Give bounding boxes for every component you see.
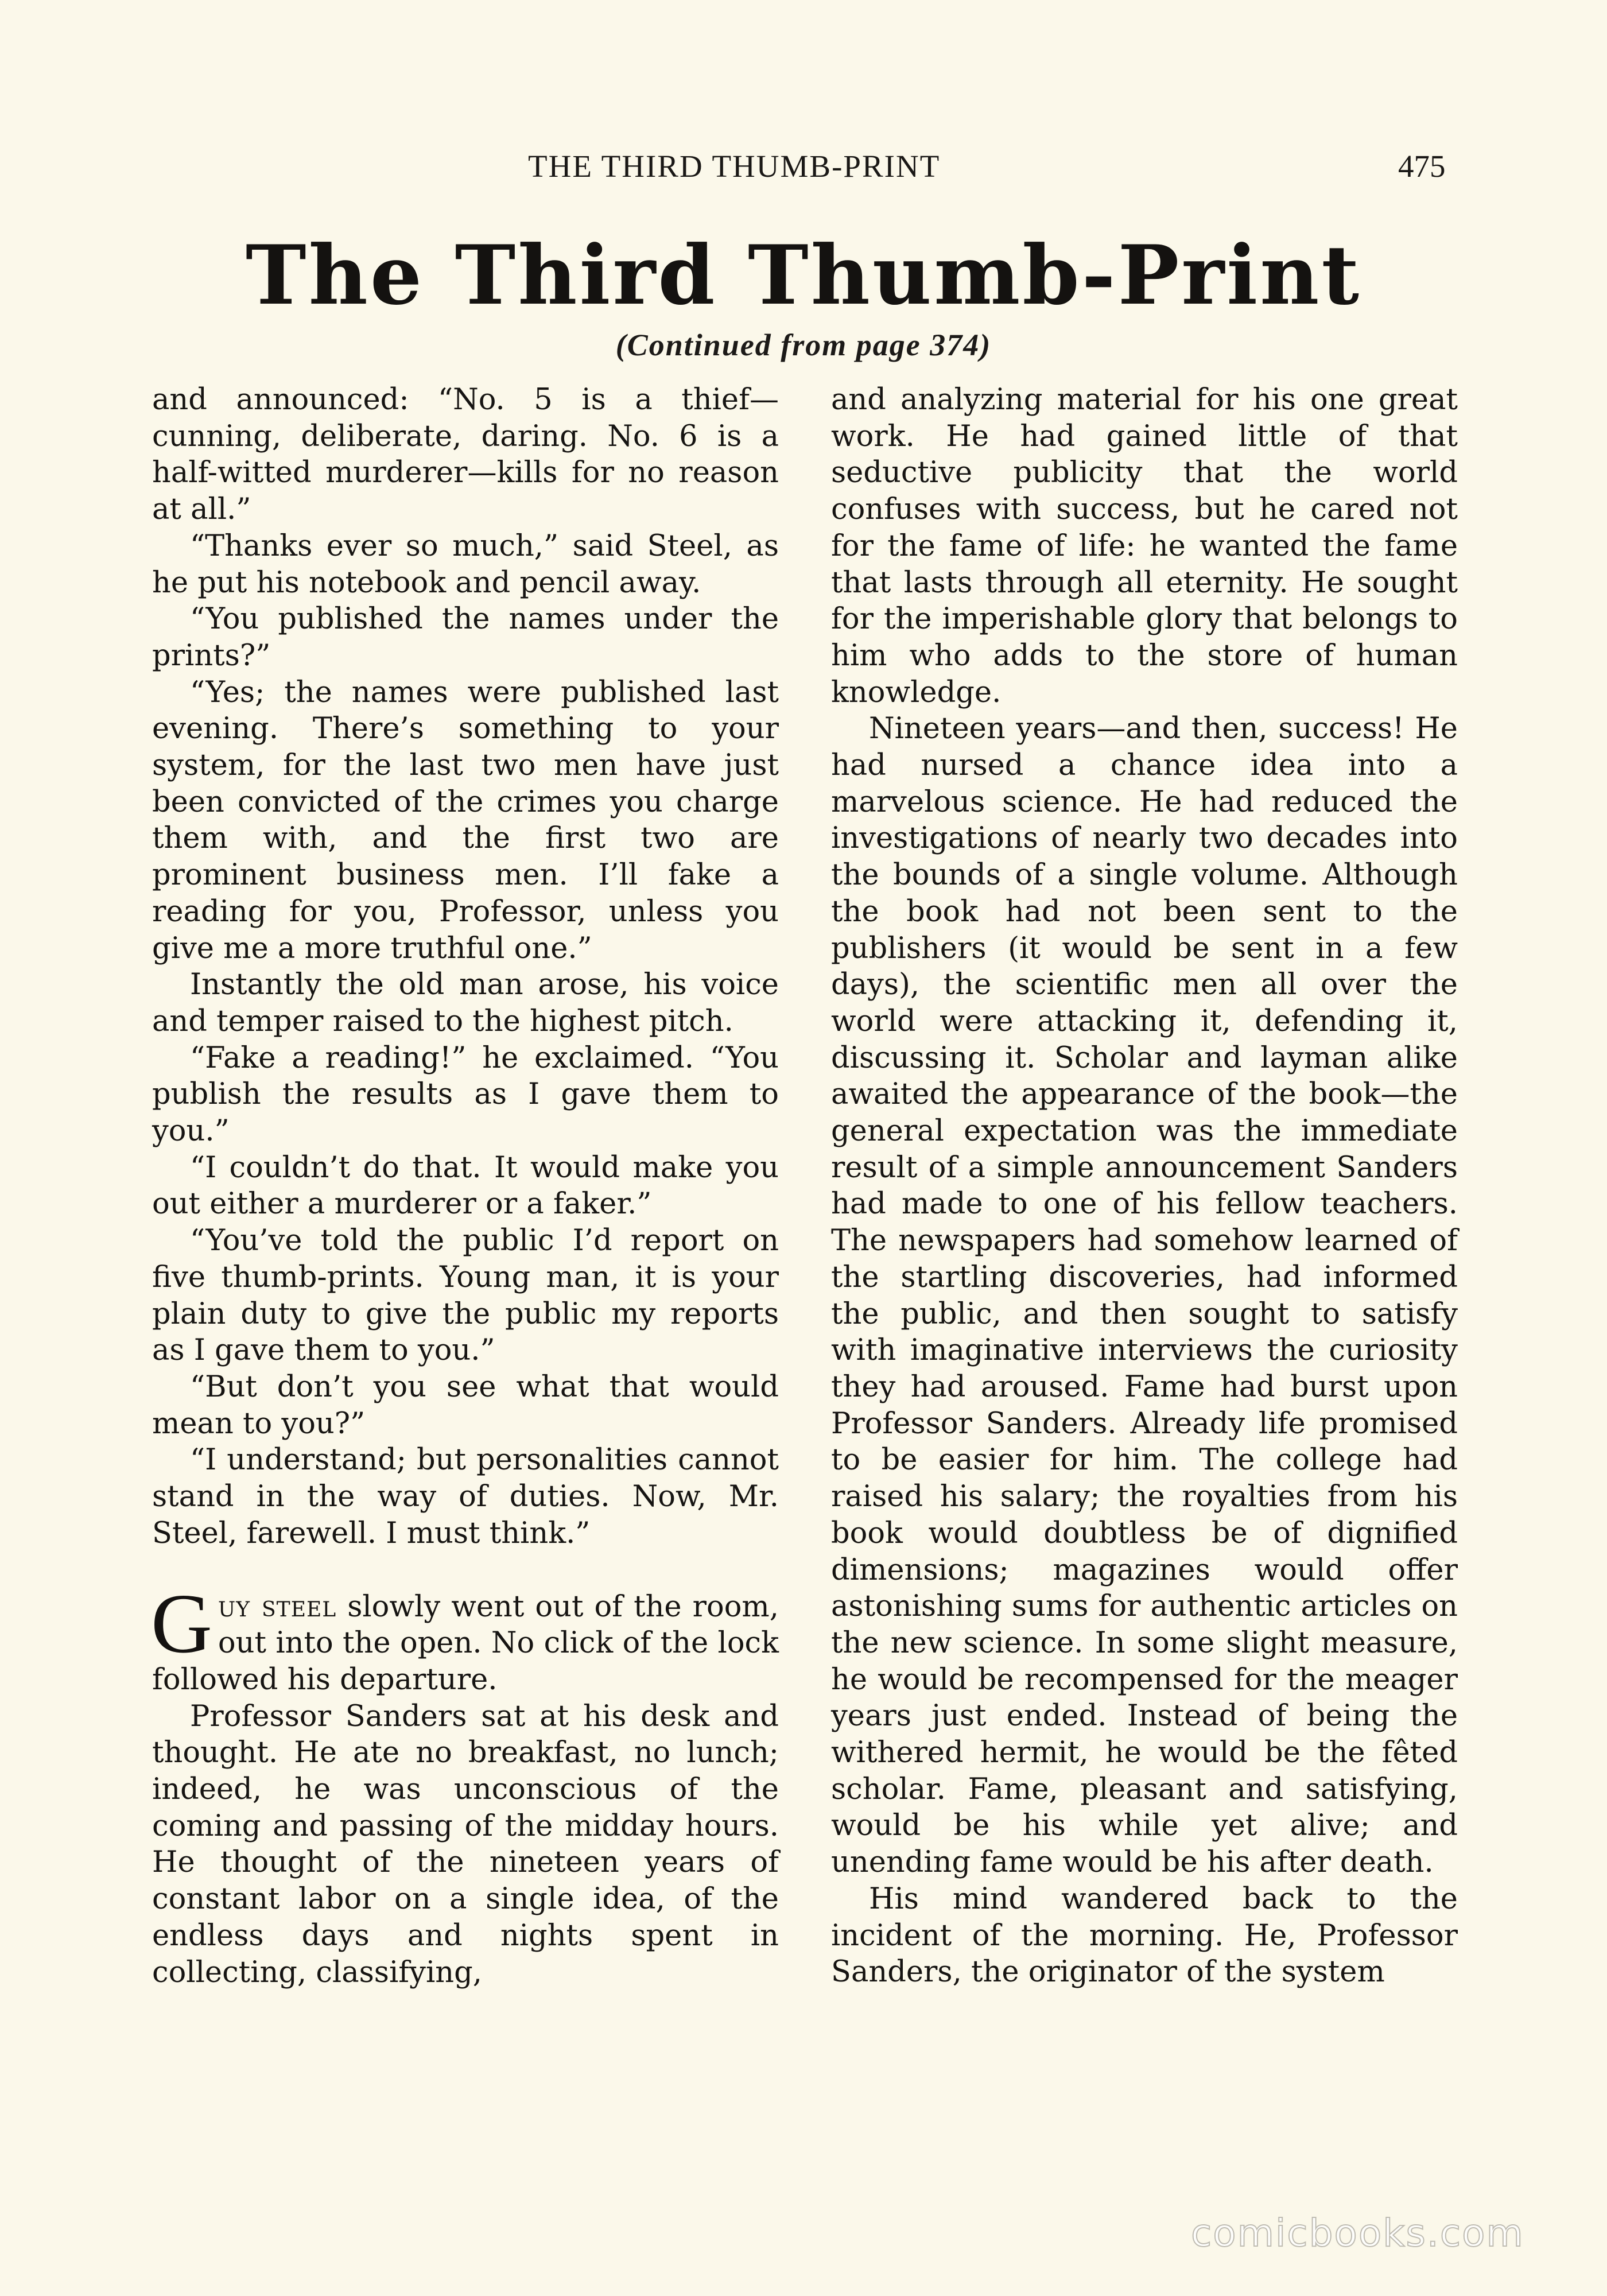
- paragraph: and announced: “No. 5 is a thief—cunning, deliberate, daring. No. 6 is a half-witted murderer—kills for no reason at all.”: [152, 383, 779, 527]
- paragraph: “Fake a reading!” he exclaimed. “You publish the results as I gave them to you.”: [152, 1041, 779, 1149]
- paragraph: “I couldn’t do that. It would make you out either a murderer or a faker.”: [152, 1150, 779, 1221]
- small-caps-lead: uy steel: [218, 1589, 337, 1624]
- site-watermark: comicbooks.com: [1191, 2211, 1524, 2255]
- drop-cap: G: [151, 1576, 212, 1671]
- left-column: [152, 382, 779, 1991]
- right-column: [831, 382, 1458, 1991]
- paragraph: “I understand; but personalities cannot stand in the way of duties. Now, Mr. Steel, farewell. I must think.”: [152, 1443, 779, 1550]
- paragraph: Instantly the old man arose, his voice and temper raised to the highest pitch.: [152, 968, 779, 1038]
- article-title: The Third Thumb-Print: [245, 228, 1362, 323]
- paragraph: Professor Sanders sat at his desk and thought. He ate no breakfast, no lunch; indeed, he was unconscious of the coming and passing of the midday hours. He thought of the nineteen years of constant labor on a single idea, of the endless days and nights spent in collecting, classifying,: [152, 1699, 779, 1989]
- paragraph-text: slowly went out of the room, out into the open. No click of the lock followed his departure.: [152, 1589, 779, 1697]
- running-head: THE THIRD THUMB-PRINT: [528, 149, 941, 184]
- page-number: 475: [1398, 149, 1446, 184]
- continued-from-note: (Continued from page 374): [615, 328, 992, 362]
- paragraph: “Thanks ever so much,” said Steel, as he put his notebook and pencil away.: [152, 529, 779, 600]
- section-opening-paragraph: [151, 1576, 779, 1698]
- paragraph: Nineteen years—and then, success! He had nursed a chance idea into a marvelous science. He had reduced the investigations of nearly two decades into the bounds of a single volume. Although the book had not been sent to the publishers (it would be sent in a few days), the scientific men all over the world were attacking it, defending it, discussing it. Scholar and layman alike awaited the appearance of the book—the general expectation was the immediate result of a simple announcement Sanders had made to one of his fellow teachers. The newspapers had somehow learned of the startling discoveries, had informed the public, and then sought to satisfy with imaginative interviews the curiosity they had aroused. Fame had burst upon Professor Sanders. Already life promised to be easier for him. The college had raised his salary; the royalties from his book would doubtless be of dignified dimensions; magazines would offer astonishing sums for authentic articles on the new science. In some slight measure, he would be recompensed for the meager years just ended. Instead of being the withered hermit, he would be the fêted scholar. Fame, pleasant and satisfying, would be his while yet alive; and unending fame would be his after death.: [831, 712, 1458, 1880]
- section-break: [152, 1552, 779, 1589]
- paragraph: “You’ve told the public I’d report on five thumb-prints. Young man, it is your plain duty to give the public my reports as I gave them to you.”: [152, 1224, 779, 1368]
- paragraph: His mind wandered back to the incident of the morning. He, Professor Sanders, the originator of the system: [831, 1882, 1458, 1989]
- paragraph: “But don’t you see what that would mean to you?”: [152, 1370, 779, 1441]
- paragraph: “You published the names under the prints?”: [152, 602, 779, 673]
- paragraph: “Yes; the names were published last evening. There’s something to your system, for the last two men have just been convicted of the crimes you charge them with, and the first two are prominent business men. I’ll fake a reading for you, Professor, unless you give me a more truthful one.”: [152, 675, 779, 965]
- paragraph: and analyzing material for his one great work. He had gained little of that seductive publicity that the world confuses with success, but he cared not for the fame of life: he wanted the fame that lasts through all eternity. He sought for the imperishable glory that belongs to him who adds to the store of human knowledge.: [831, 383, 1458, 709]
